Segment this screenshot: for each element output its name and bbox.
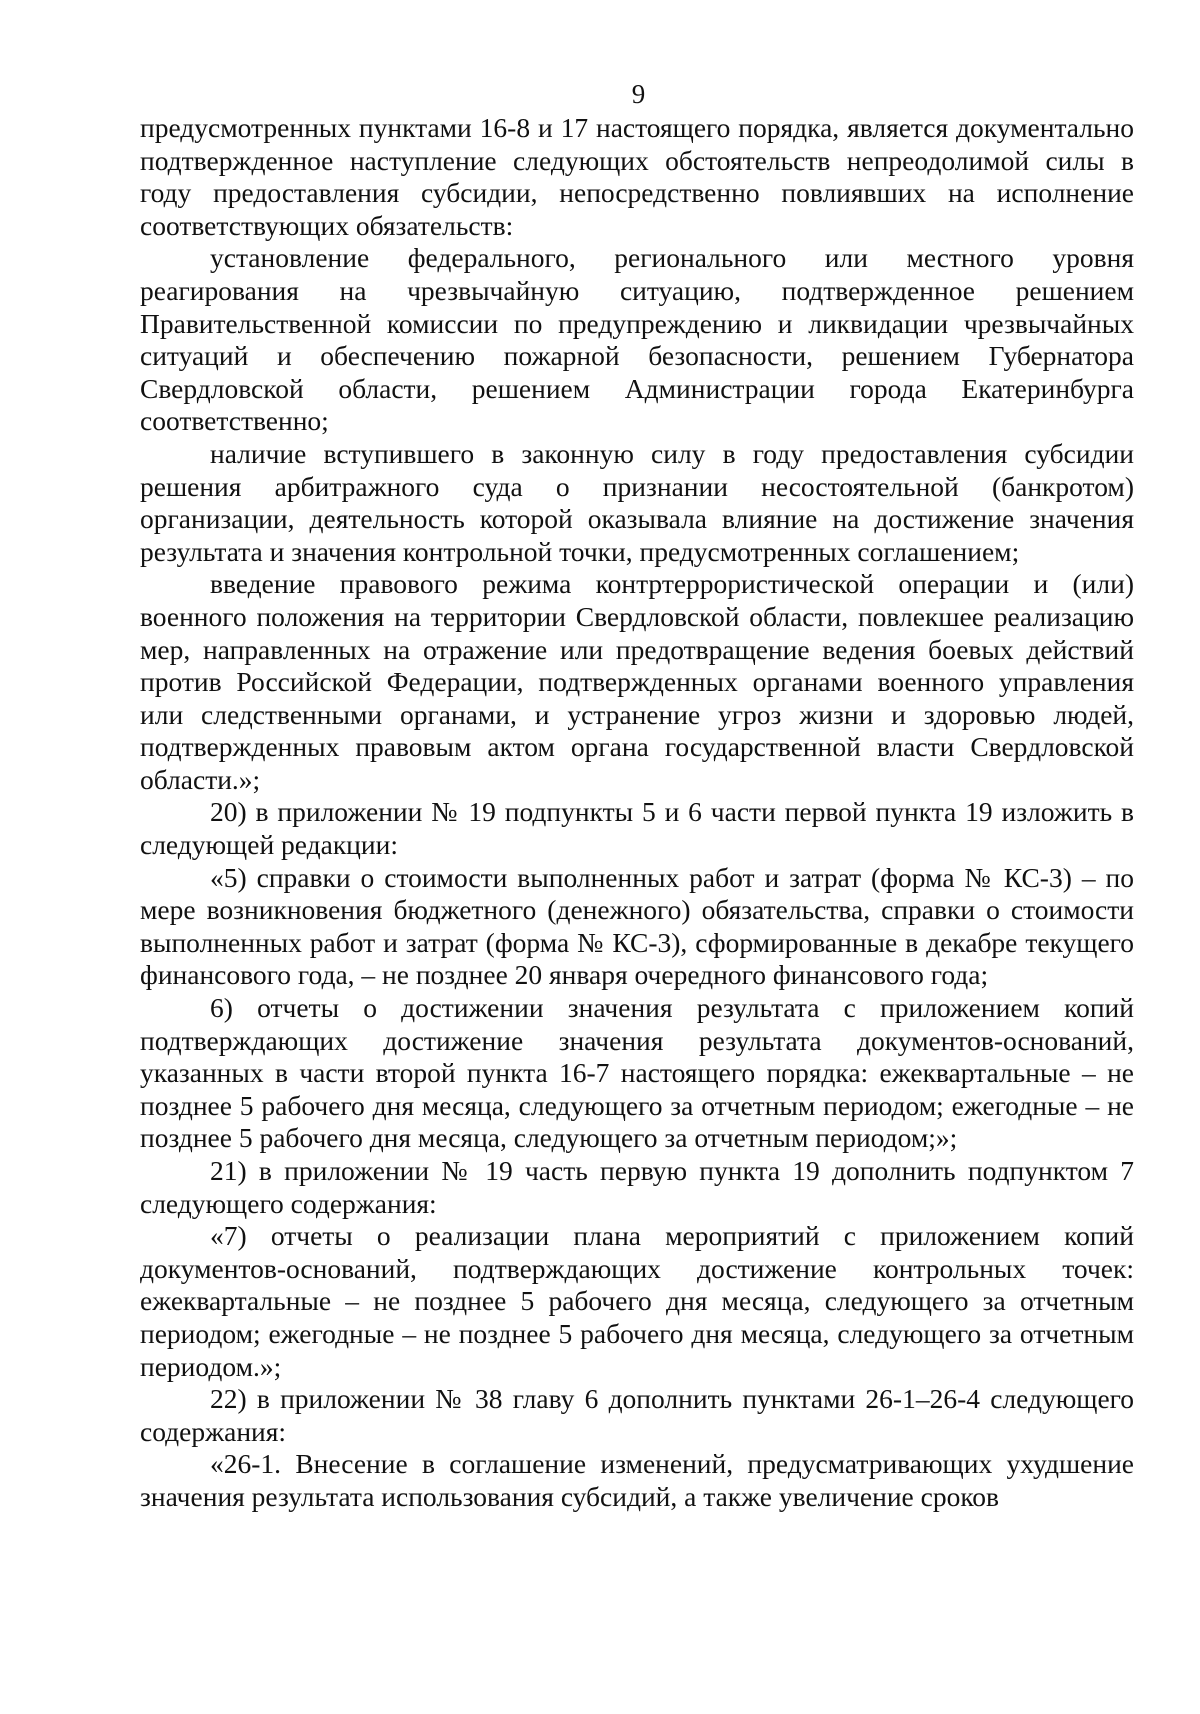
paragraph-continuation: предусмотренных пунктами 16-8 и 17 настоящего порядка, является документально подтвержденное наступление следующих обстоятельств непреодолимой силы в году предоставления субсидии, непосредственно повлиявших на исполнение соответствующих обязательств: [140,112,1134,241]
paragraph-subitem-6: 6) отчеты о достижении значения результата с приложением копий подтверждающих достижение значения результата документов-оснований, указанных в части второй пункта 16-7 настоящего порядка: ежеквартальные – не позднее 5 рабочего дня месяца, следующего за отчетным периодом; ежегодные – не позднее 5 рабочего дня месяца, следующего за отчетным периодом;»; [140,992,1134,1154]
paragraph-emergency-response: установление федерального, регионального или местного уровня реагирования на чрезвычайную ситуацию, подтвержденное решением Правительственной комиссии по предупреждению и ликвидации чрезвычайных ситуаций и обеспечению пожарной безопасности, решением Губернатора Свердловской области, решением Администрации города Екатеринбурга соответственно; [140,242,1134,437]
paragraph-amendment-21: 21) в приложении № 19 часть первую пункта 19 дополнить подпунктом 7 следующего содержания: [140,1155,1134,1219]
paragraph-amendment-20: 20) в приложении № 19 подпункты 5 и 6 части первой пункта 19 изложить в следующей редакции: [140,796,1134,861]
paragraph-amendment-22: 22) в приложении № 38 главу 6 дополнить пунктами 26-1–26-4 следующего содержания: [140,1383,1134,1447]
paragraph-subitem-5: «5) справки о стоимости выполненных работ и затрат (форма № КС-3) – по мере возникновения бюджетного (денежного) обязательства, справки о стоимости выполненных работ и затрат (форма № КС-3), сформированные в декабре текущего финансового года, – не позднее 20 января очередного финансового года; [140,861,1134,991]
paragraph-court-decision: наличие вступившего в законную силу в году предоставления субсидии решения арбитражного суда о признании несостоятельной (банкротом) организации, деятельность которой оказывала влияние на достижение значения результата и значения контрольной точки, предусмотренных соглашением; [140,437,1134,567]
paragraph-counterterrorism-regime: введение правового режима контртеррористической операции и (или) военного положения на территории Свердловской области, повлекшее реализацию мер, направленных на отражение или предотвращение ведения боевых действий против Российской Федерации, подтвержденных органами военного управления или следственными органами, и устранение угроз жизни и здоровью людей, подтвержденных правовым актом органа государственной власти Свердловской области.»; [140,568,1134,795]
paragraph-subitem-7: «7) отчеты о реализации плана мероприятий с приложением копий документов-оснований, подтверждающих достижение контрольных точек: ежеквартальные – не позднее 5 рабочего дня месяца, следующего за отчетным периодом; ежегодные – не позднее 5 рабочего дня месяца, следующего за отчетным периодом.»; [140,1220,1134,1382]
document-body [140,112,1134,1514]
paragraph-item-26-1: «26-1. Внесение в соглашение изменений, предусматривающих ухудшение значения результата использования субсидий, а также увеличение сроков [140,1448,1134,1512]
page-number: 9 [631,79,646,109]
